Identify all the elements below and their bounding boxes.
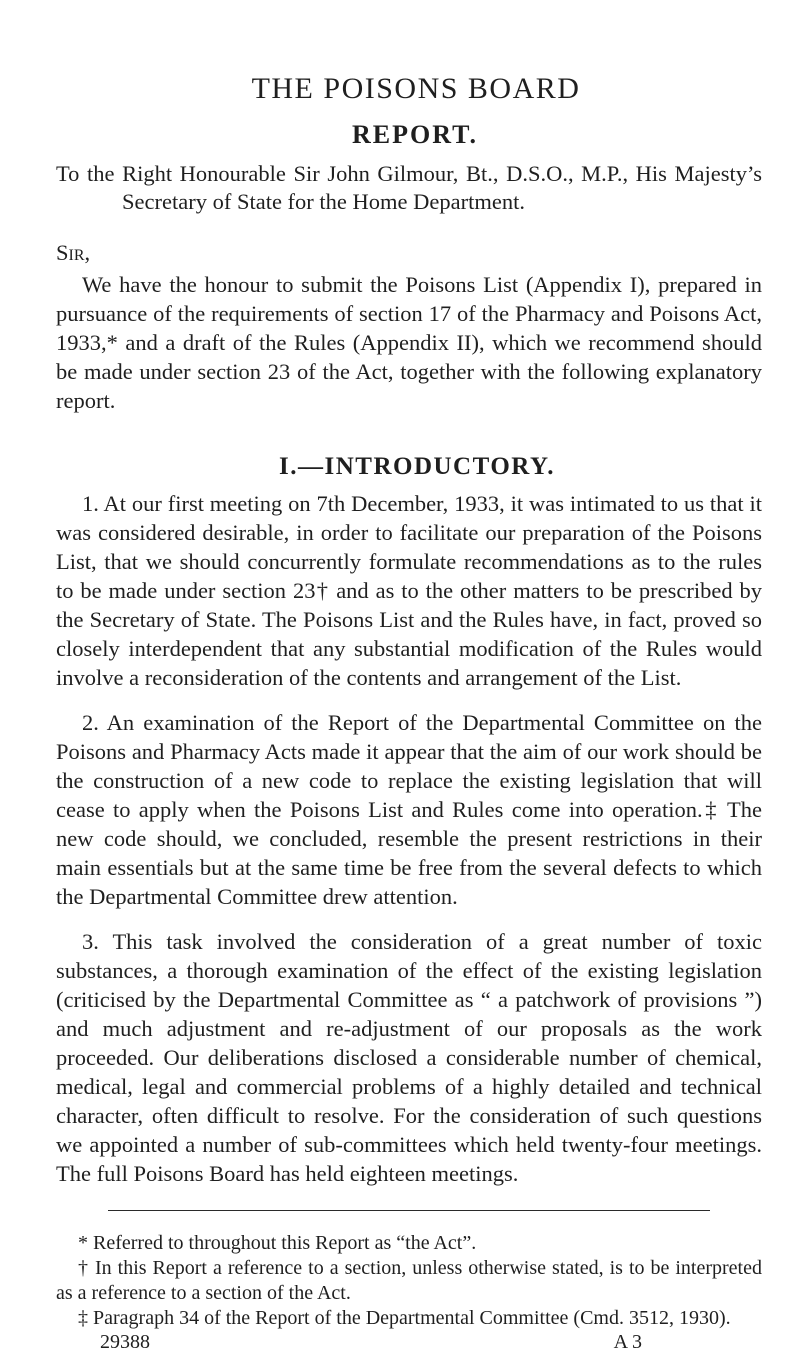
footnote-section: † In this Report a reference to a section, unless otherwise stated, is to be interpreted as a reference to a section of the Act. [56,1257,762,1304]
running-head: THE POISONS BOARD [251,72,581,105]
paragraph-3: 3. This task involved the consideration of a great number of toxic substances, a thorough examination of the effect of the existing legislation (criticised by the Departmental Committee as “ a patchwork of provisions ”) and much adjustment and re-adjustment of our proposals as the work proceeded. Our deliberations disclosed a considerable number of chemical, medical, legal and commercial problems of a highly detailed and technical character, often difficult to resolve. For the consideration of such questions we appointed a number of sub-committees which held twenty-four meetings. The full Poisons Board has held eighteen meetings. [56,929,762,1186]
salutation: Sir, [56,240,91,265]
print-number: 29388 [100,1331,150,1353]
paragraph-1: 1. At our first meeting on 7th December, 1933, it was intimated to us that it was considered desirable, in order to facilitate our preparation of the Poisons List, that we should concurrently formulate recommendations as to the rules to be made under section 23† and as to the other matters to be prescribed by the Secretary of State. The Poisons List and the Rules have, in fact, proved so closely interdependent that any substantial modification of the Rules would involve a reconsideration of the contents and arrangement of the List. [56,491,762,690]
signature-mark: A 3 [613,1331,642,1353]
address-block: To the Right Honourable Sir John Gilmour, Bt., D.S.O., M.P., His Majesty’s Secretary of State for the Home Department. [56,161,762,214]
footnotes [56,1231,762,1331]
report-title: REPORT. [352,120,478,149]
footnote-rule [108,1210,710,1211]
paragraph-2: 2. An examination of the Report of the Departmental Committee on the Poisons and Pharmacy Acts made it appear that the aim of our work should be the construction of a new code to replace the existing legislation that will cease to apply when the Poisons List and Rules come into operation.‡ The new code should, we concluded, resemble the present restrictions in their main essentials but at the same time be free from the several defects to which the Departmental Committee drew attention. [56,710,762,909]
section-heading: I.—INTRODUCTORY. [279,453,555,480]
bottom-line [56,1331,762,1354]
footnote-paragraph: ‡ Paragraph 34 of the Report of the Departmental Committee (Cmd. 3512, 1930). [78,1307,731,1329]
footnote-act: * Referred to throughout this Report as “the Act”. [78,1232,477,1254]
intro-paragraph: We have the honour to submit the Poisons List (Appendix I), prepared in pursuance of the requirements of section 17 of the Pharmacy and Poisons Act, 1933,* and a draft of the Rules (Appendix II), which we recommend should be made under section 23 of the Act, together with the following explanatory report. [56,272,762,413]
